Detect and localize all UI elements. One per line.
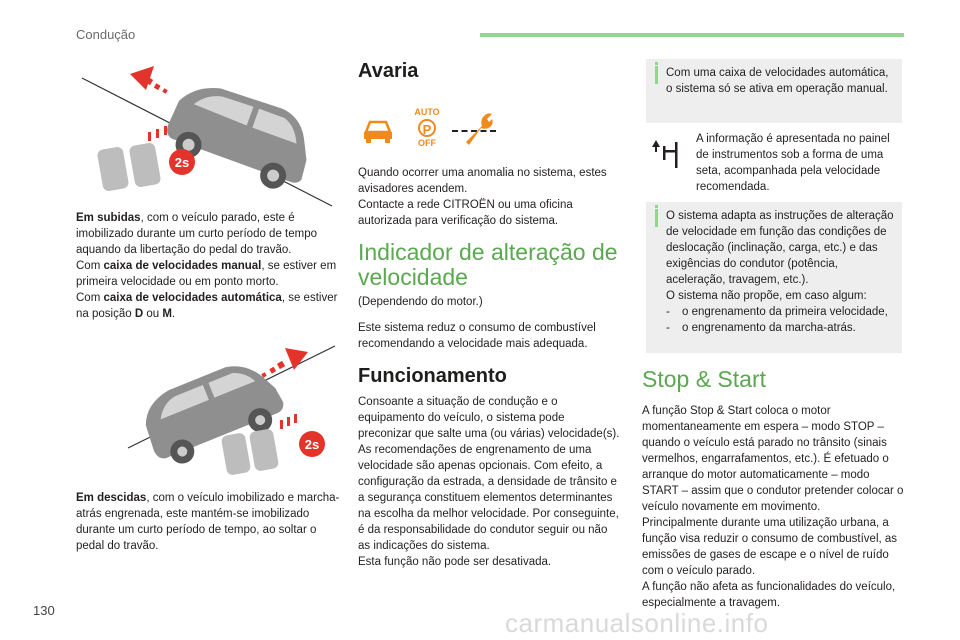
downhill-text: Em descidas, com o veículo imobilizado e marcha-atrás engrenada, este mantém-se imobilizado durante um curto período de tempo, ao soltar o pedal do travão.	[76, 492, 340, 552]
list-item: - o engrenamento da marcha-atrás.	[666, 322, 856, 334]
note-system-adapts: O sistema adapta as instruções de alteração de velocidade em função das condições de deslocação (inclinação, carga, etc.) e das exigências do condutor (potência, aceleração, travagem, etc.). O sistema não propõe, em caso algum: - o engrenamento da primeira velocidade, - o engrenamento da marcha-atrás.	[646, 202, 902, 353]
page-number: 130	[33, 603, 55, 618]
auto-p-off-icon: AUTO P OFF	[414, 107, 440, 148]
funcionamento-text: Consoante a situação de condução e o equipamento do veículo, o sistema pode preconizar que salte uma (ou várias) velocidade(s). As recomendações de engrenamento de uma velocidade são apenas opcionais. Com efeito, a configuração da estrada, a densidade de trânsito e a segurança constituem elementos determinantes na escolha da melhor velocidade. Por conseguinte, é da responsabilidade do condutor seguir ou não as indicações do sistema. Esta função não pode ser desativada.	[358, 396, 620, 568]
stop-start-title: Stop & Start	[642, 366, 767, 392]
info-display-text: A informação é apresentada no painel de instrumentos sob a forma de uma seta, acompanhada pela velocidade recomendada.	[696, 133, 890, 193]
downhill-car-illustration	[120, 338, 340, 478]
note-automatic-gearbox: Com uma caixa de velocidades automática, o sistema só se ativa em operação manual.	[646, 59, 902, 123]
info-icon	[655, 209, 658, 227]
avaria-title: Avaria	[358, 60, 419, 82]
badge-2s: 2s	[174, 155, 190, 170]
info-icon	[655, 66, 658, 84]
gear-indicator-title: Indicador de alteração de velocidade	[358, 239, 618, 290]
list-item: - o engrenamento da primeira velocidade,	[666, 306, 888, 318]
gear-intro-text: (Dependendo do motor.) Este sistema reduz o consumo de combustível recomendando a velocidade mais adequada.	[358, 296, 596, 350]
downhill-bold: Em descidas	[76, 492, 147, 504]
gear-shift-arrow-icon	[648, 136, 688, 172]
warning-lamps	[362, 108, 502, 154]
watermark: carmanualsonline.info	[505, 608, 769, 638]
header-accent-bar	[480, 33, 904, 37]
wrench-icon	[462, 112, 494, 146]
avaria-text: Quando ocorrer uma anomalia no sistema, estes avisadores acendem. Contacte a rede CITROËN ou uma oficina autorizada para verificação do sistema.	[358, 167, 607, 227]
section-header: Condução	[76, 27, 136, 42]
uphill-bold: Em subidas	[76, 212, 141, 224]
badge-2s: 2s	[304, 437, 320, 452]
uphill-text: Em subidas, com o veículo parado, este é imobilizado durante um curto período de tempo aquando da libertação do pedal do travão. Com caixa de velocidades manual, se estiver em primeira velocidade ou em ponto morto. Com caixa de velocidades automática, se estiver na posição D ou M.	[76, 212, 338, 320]
funcionamento-title: Funcionamento	[358, 365, 507, 387]
stop-start-text: A função Stop & Start coloca o motor momentaneamente em espera – modo STOP – quando o veículo está parado no trânsito (sinais vermelhos, engarrafamentos, etc.). É efetuado o arranque do motor automaticamente – modo START – assim que o condutor pretender colocar o veículo novamente em movimento. Principalmente durante uma utilização urbana, a função visa reduzir o consumo de combustível, as emissões de gases de escape e o nível de ruído com o veículo parado. A função não afeta as funcionalidades do veículo, especialmente a travagem.	[642, 405, 904, 609]
uphill-car-illustration	[70, 58, 340, 208]
car-fault-icon	[362, 116, 394, 144]
